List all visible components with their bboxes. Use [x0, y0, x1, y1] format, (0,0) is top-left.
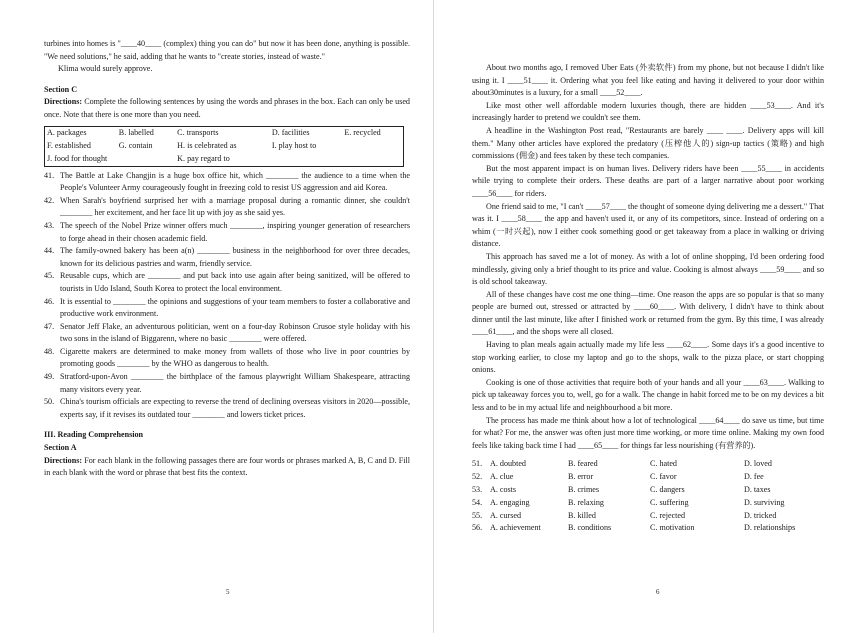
- passage-paragraph: All of these changes have cost me one thing—time. One reason the apps are so popular is that so many people are burned out, stressed or attracted by ____60____. With delivery, I didn't have to think about dinner until the last minute, like after I finished work or returned from the gym. By this time, I was already ____61____, and the shops were all closed.: [472, 289, 824, 337]
- question-item: 41. The Battle at Lake Changjin is a huge box office hit, which ________ the audience to a time when the People's Volunteer Army courageously fought in freezing cold to resist US aggression and aid Korea.: [44, 170, 410, 195]
- reading-title: III. Reading Comprehension: [44, 430, 144, 440]
- choice-option: A. clue: [490, 472, 514, 482]
- choice-option: D. tricked: [744, 510, 777, 520]
- right-column: [472, 62, 824, 535]
- choice-option: C. suffering: [650, 497, 689, 507]
- choice-option: A. achievement: [490, 523, 541, 533]
- choice-option: B. conditions: [568, 523, 612, 533]
- section-c-title: Section C: [44, 84, 78, 94]
- question-text: The family-owned bakery has been a(n) ________ business in the neighborhood for over three decades, known for its delicious pastries and warm, friendly service.: [60, 246, 410, 268]
- section-c-directions: [44, 96, 410, 121]
- word-box-cell: G. contain: [118, 140, 153, 150]
- passage-paragraph: A headline in the Washington Post read, "Restaurants are barely ____ ____. Delivery apps will kill them." Many other articles have explored the predatory (压榨他人的) sign-up tactics (策略) and high commissions (佣金) and fees taken by these tech companies.: [472, 125, 824, 161]
- passage-paragraph: Like most other well affordable modern luxuries though, there are hidden ____53____. And it's increasingly harder to pretend we couldn't see them.: [472, 100, 824, 123]
- passage-paragraph: About two months ago, I removed Uber Eats (外卖软件) from my phone, but not because I didn't like using it. I ____51____ it. Ordering what you feel like eating and having it delivered to your door within about30minutes is a luxury, for a small ____52____.: [472, 63, 824, 98]
- answer-choices: [472, 458, 824, 535]
- passage-paragraph: Cooking is one of those activities that require both of your hands and all your ____63____. Walking to pick up takeaway forces you to, well, go for a walk. The change in habit forced me to be on my devices a bit less and to be in my actual life and neighbourhood a bit more.: [472, 377, 824, 413]
- intro-paragraph: turbines into homes is "____40____ (complex) thing you can do" but now it has been done, anything is possible. "We need solutions," he said, adding that he wants to "create stories, instead of waste.": [44, 39, 410, 61]
- choice-option: D. fee: [744, 472, 764, 482]
- passage-paragraph: The process has made me think about how a lot of technological ____64____ do save us time, but time for what? For me, the answer was often just more time working, or more time online. Making my own food feels like taking back time I had ____65____ for things far less nourishing (有营养的).: [472, 415, 824, 450]
- reading-directions-label: Directions:: [44, 455, 83, 465]
- word-box-cell: [342, 140, 403, 153]
- reading-directions-text: For each blank in the following passages there are four words or phrases marked A, B, C and D. Fill in each blank with the word or phrase that best fits the context.: [44, 455, 410, 478]
- word-box-row: [45, 140, 404, 153]
- directions-label: Directions:: [44, 97, 83, 107]
- intro-closing-line: Klima would surely approve.: [58, 64, 153, 74]
- passage-paragraph: One friend said to me, "I can't ____57____ the thought of someone dying delivering me a dessert." That was it. I ____58____ the app and haven't used it, or any of its competitors, since. Instead of ordering on a whim (一时兴起), now I either cook something good or get takeaway from a place in walking or driving distance.: [472, 201, 824, 249]
- choice-option: A. cursed: [490, 510, 522, 520]
- question-text: Reusable cups, which are ________ and put back into use again after being sanitized, will be offered to tourists in Udo Island, South Korea to protect the local environment.: [60, 271, 410, 293]
- choice-row: 52. A. clue B. error C. favor D. fee: [472, 471, 824, 484]
- word-box-cell: B. labelled: [118, 127, 154, 137]
- word-box-cell: K. pay regard to: [177, 153, 230, 163]
- question-item: 43. The speech of the Nobel Prize winner offers much ________, inspiring younger generation of researchers to forge ahead in their chosen academic field.: [44, 220, 410, 245]
- question-item: 46. It is essential to ________ the opinions and suggestions of your team members to foster a collaborative and productive work environment.: [44, 296, 410, 321]
- question-text: The speech of the Nobel Prize winner offers much ________, inspiring younger generation of researchers to forge ahead in their chosen academic field.: [60, 220, 410, 243]
- reading-section-label: Section A: [44, 443, 77, 453]
- word-box-cell: A. packages: [47, 127, 87, 137]
- choice-row: 55. A. cursed B. killed C. rejected D. tricked: [472, 510, 824, 523]
- question-text: It is essential to ________ the opinions and suggestions of your team members to foster a collaborative and productive work environment.: [60, 296, 410, 319]
- choice-row: 51. A. doubted B. feared C. hated D. loved: [472, 458, 824, 471]
- choice-option: D. relationships: [744, 523, 796, 533]
- word-box-cell: E. recycled: [344, 127, 381, 137]
- choice-option: B. error: [568, 472, 594, 482]
- choice-option: C. rejected: [650, 510, 686, 520]
- choice-row: 53. A. costs B. crimes C. dangers D. taxes: [472, 484, 824, 497]
- question-text: Senator Jeff Flake, an adventurous politician, went on a four-day Robinson Crusoe style holiday with his two sons in the island of Biggarenn, where no basic ________ were offered.: [60, 321, 410, 344]
- page-number-left: 5: [226, 588, 230, 596]
- page-number-right: 6: [656, 588, 660, 596]
- passage-paragraph: But the most apparent impact is on human lives. Delivery riders have been ____55____ in accidents while trying to complete their orders. These deaths are part of a larger narrative about poor working ____56____ for riders.: [472, 163, 824, 198]
- question-item: 49. Stratford-upon-Avon ________ the birthplace of the famous playwright William Shakespeare, attracting many visitors every year.: [44, 371, 410, 396]
- choice-option: C. hated: [650, 459, 677, 469]
- right-page: [434, 0, 867, 633]
- word-box-cell: I. play host to: [271, 140, 317, 150]
- choice-option: A. engaging: [490, 497, 530, 507]
- word-box-row: [45, 153, 404, 167]
- word-box-cell: D. facilities: [271, 127, 310, 137]
- word-box-cell: J. food for thought: [47, 153, 108, 163]
- word-box-cell: H. is celebrated as: [177, 140, 237, 150]
- left-column: [44, 38, 410, 480]
- passage-paragraph: Having to plan meals again actually made my life less ____62____. Some days it's a good incentive to stop working earlier, to close my laptop and go to the shops, walk to the pizza place, or start chopping onions.: [472, 340, 824, 375]
- question-item: 48. Cigarette makers are determined to make money from wallets of those who live in poor countries by promoting goods ________ by the WHO as dangerous to health.: [44, 346, 410, 371]
- choice-option: D. taxes: [744, 485, 771, 494]
- passage-paragraph: This approach has saved me a lot of money. As with a lot of online shopping, I'd been ordering food mindlessly, giving only a brief thought to its price and value. Cooking is almost always ____59____ and so is old school takeaway.: [472, 251, 824, 287]
- word-box-cell: F. established: [47, 140, 91, 150]
- question-item: 45. Reusable cups, which are ________ and put back into use again after being sanitized, will be offered to tourists in Udo Island, South Korea to protect the local environment.: [44, 270, 410, 295]
- choice-row: 54. A. engaging B. relaxing C. suffering D. surviving: [472, 497, 824, 510]
- reading-directions: [44, 455, 410, 480]
- choice-option: B. crimes: [568, 485, 600, 494]
- question-text: The Battle at Lake Changjin is a huge box office hit, which ________ the audience to a time when the People's Volunteer Army courageously fought in freezing cold to resist US aggression and aid Korea.: [60, 170, 410, 193]
- question-text: Cigarette makers are determined to make money from wallets of those who live in poor countries by promoting goods ________ by the WHO as dangerous to health.: [60, 346, 410, 369]
- question-item: 42. When Sarah's boyfriend surprised her with a marriage proposal during a romantic dinner, she couldn't ________ her excitement, and her face lit up with joy as she said yes.: [44, 195, 410, 220]
- question-item: 50. China's tourism officials are expecting to reverse the trend of declining overseas visitors in 2020—possible, experts say, if it revises its outdated tour ________ and lowers ticket prices.: [44, 396, 410, 421]
- choice-option: B. relaxing: [568, 497, 604, 507]
- choice-option: C. favor: [650, 472, 677, 482]
- choice-option: A. costs: [490, 485, 517, 494]
- word-box: [44, 126, 404, 167]
- question-item: 47. Senator Jeff Flake, an adventurous politician, went on a four-day Robinson Crusoe style holiday with his two sons in the island of Biggarenn, where no basic ________ were offered.: [44, 321, 410, 346]
- question-text: Stratford-upon-Avon ________ the birthplace of the famous playwright William Shakespeare, attracting many visitors every year.: [60, 372, 410, 394]
- choice-row: 56. A. achievement B. conditions C. motivation D. relationships: [472, 522, 824, 535]
- word-box-row: [45, 126, 404, 140]
- word-box-cell: C. transports: [177, 127, 219, 137]
- directions-text: Complete the following sentences by using the words and phrases in the box. Each can only be used once. Note that there is one more than you need.: [44, 97, 410, 119]
- question-text: When Sarah's boyfriend surprised her with a marriage proposal during a romantic dinner, she couldn't ________ her excitement, and her face lit up with joy as she said yes.: [60, 195, 410, 218]
- choice-option: C. dangers: [650, 485, 685, 494]
- choice-option: B. killed: [568, 510, 596, 520]
- section-c-questions: [44, 170, 410, 422]
- question-item: 44. The family-owned bakery has been a(n) ________ business in the neighborhood for over three decades, known for its delicious pastries and warm, friendly service.: [44, 245, 410, 270]
- left-page: [0, 0, 433, 633]
- choice-option: A. doubted: [490, 459, 526, 469]
- choice-option: B. feared: [568, 459, 598, 469]
- choice-option: D. loved: [744, 459, 772, 469]
- choice-option: D. surviving: [744, 497, 785, 507]
- question-text: China's tourism officials are expecting to reverse the trend of declining overseas visitors in 2020—possible, experts say, if it revises its outdated tour ________ and lowers ticket prices.: [60, 397, 410, 419]
- choice-option: C. motivation: [650, 523, 695, 533]
